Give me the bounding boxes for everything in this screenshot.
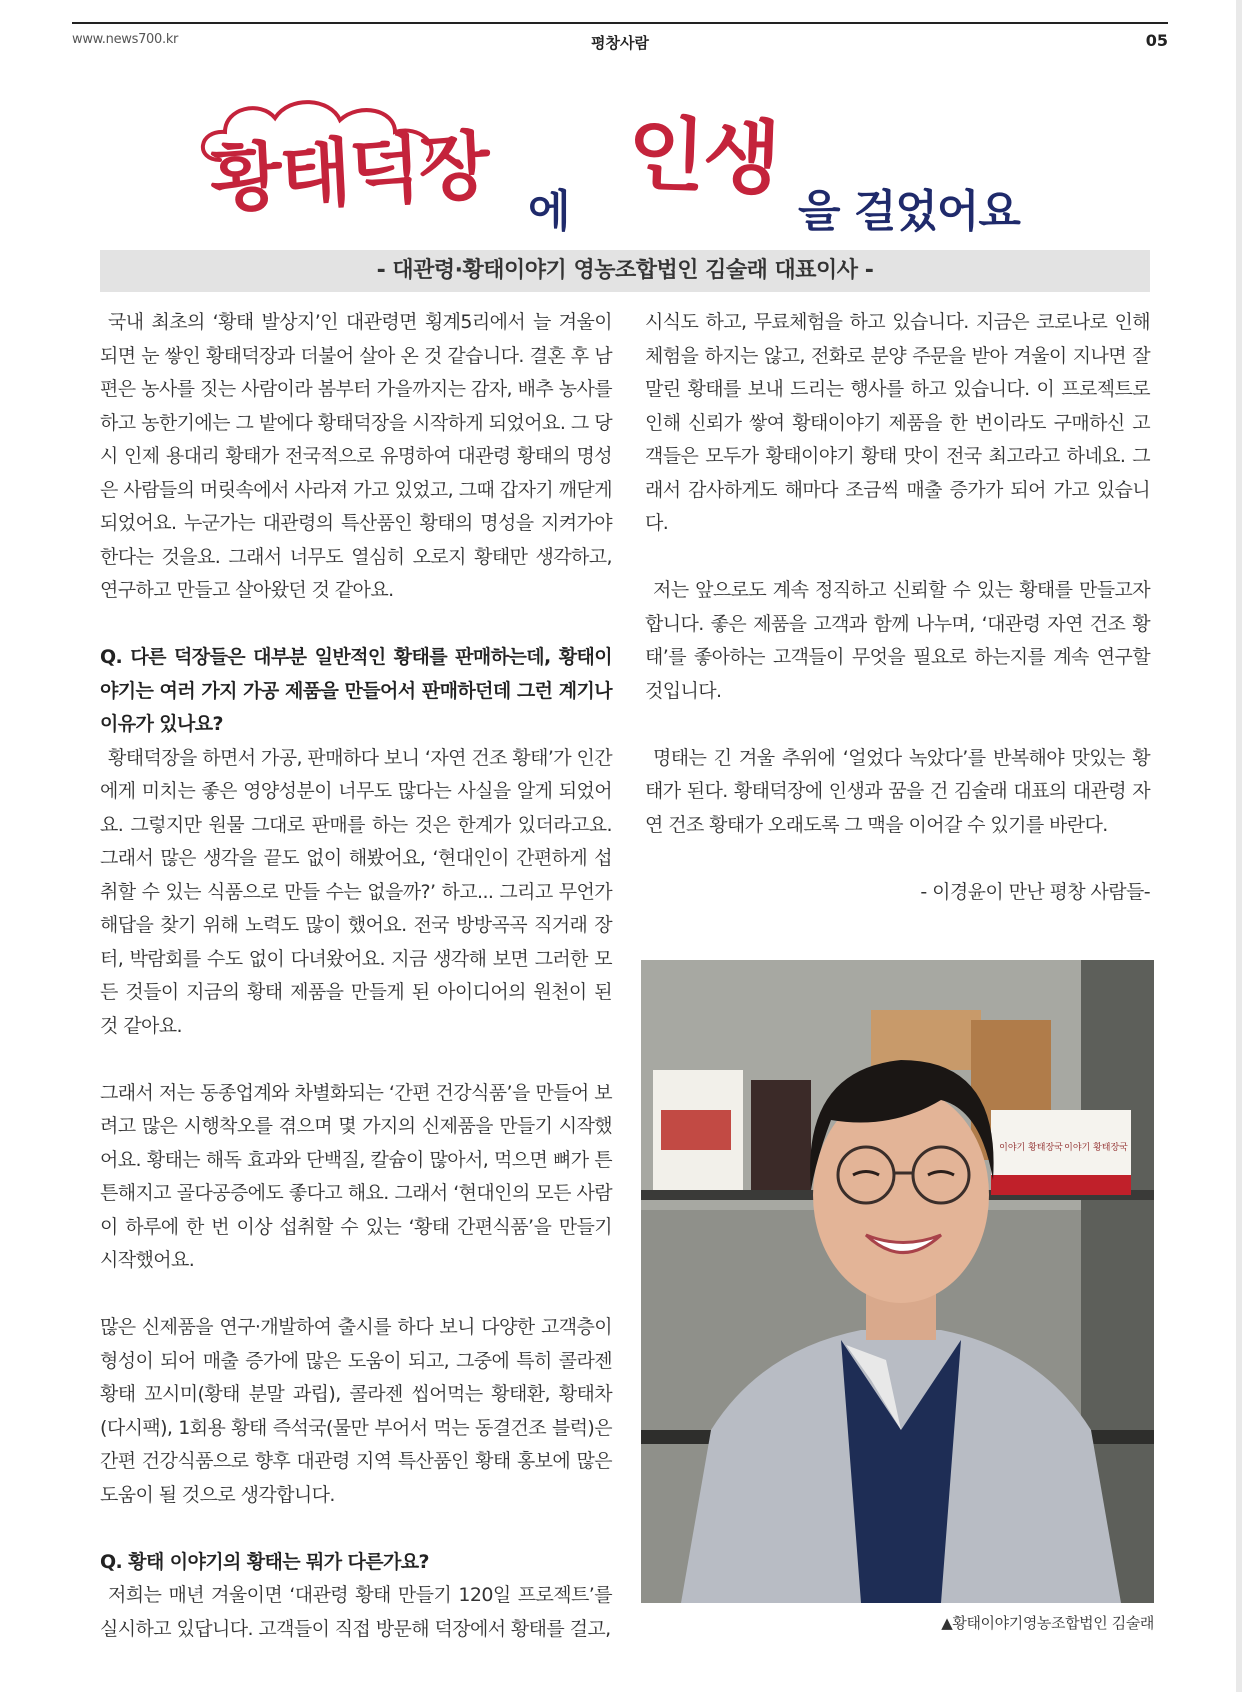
answer-2: 저희는 매년 겨울이면 ‘대관령 황태 만들기 120일 프로젝트’를 실시하고 있답니다. 고객들이 직접 방문해 덕장에서 황태를 걸고, <box>100 1584 612 1640</box>
product-label-2: 이야기 황태장국 <box>1064 1143 1128 1153</box>
headline-part-2: 에 <box>528 186 570 237</box>
page-number: 05 <box>1145 31 1168 50</box>
paragraph-2: 그래서 저는 동종업계와 차별화되는 ‘간편 건강식품’을 만들어 보려고 많은 시행착오를 겪으며 몇 가지의 신제품을 만들기 시작했어요. 황태는 해독 효과와 단백질, 칼슘이 많아서, 먹으면 뼈가 튼튼해지고 골다공증에도 좋다고 해요. 그래서 ‘현대인의 모든 사람이 하루에 한 번 이상 섭취할 수 있는 ‘황태 간편식품’을 만들기 시작했어요. <box>100 1081 612 1271</box>
photo-caption: ▲황태이야기영농조합법인 김술래 <box>941 1614 1154 1632</box>
paragraph-3: 많은 신제품을 연구·개발하여 출시를 하다 보니 다양한 고객층이 형성이 되어 매출 증가에 많은 도움이 되고, 그중에 특히 콜라젠 황태 꼬시미(황태 분말 과립), 콜라젠 씹어먹는 황태환, 황태차(다시팩), 1회용 황태 즉석국(물만 부어서 먹는 동결건조 블럭)은 간편 건강식품으로 향후 대관령 지역 특산품인 황태 홍보에 많은 도움이 될 것으로 생각합니다. <box>100 1316 612 1506</box>
answer-1: 황태덕장을 하면서 가공, 판매하다 보니 ‘자연 건조 황태’가 인간에게 미치는 좋은 영양성분이 너무도 많다는 사실을 알게 되었어요. 그렇지만 원물 그대로 판매를 하는 것은 한계가 있더라고요. 그래서 많은 생각을 끝도 없이 해봤어요, ‘현대인이 간편하게 섭취할 수 있는 식품으로 만들 수는 없을까?’ 하고... 그리고 무언가 해답을 찾기 위해 노력도 많이 했어요. 전국 방방곡곡 직거래 장터, 박람회를 수도 없이 다녀왔어요. 지금 생각해 보면 그러한 모든 것들이 지금의 황태 제품을 만들게 된 아이디어의 원천이 된 것 같아요. <box>100 746 612 1037</box>
headline-part-4: 을 걸었어요 <box>798 186 1020 237</box>
headline-part-3: 인생 <box>626 106 780 206</box>
headline <box>190 80 1070 240</box>
headline-part-1: 황태덕장 <box>208 122 491 224</box>
portrait-photo <box>641 960 1154 1603</box>
product-label-1: 이야기 황태장국 <box>999 1143 1063 1153</box>
right-paragraph-2: 저는 앞으로도 계속 정직하고 신뢰할 수 있는 황태를 만들고자 합니다. 좋은 제품을 고객과 함께 나누며, ‘대관령 자연 건조 황태’를 좋아하는 고객들이 무엇을 필요로 하는지를 계속 연구할 것입니다. <box>645 579 1150 702</box>
signature: - 이경윤이 만난 평창 사람들- <box>920 880 1150 903</box>
portrait-illustration <box>641 960 1154 1603</box>
page-header <box>72 22 1168 54</box>
right-column <box>645 306 1150 909</box>
newspaper-name: 평창사람 <box>591 34 649 52</box>
left-column <box>100 306 612 1646</box>
intro-paragraph: 국내 최초의 ‘황태 발상지’인 대관령면 횡계5리에서 늘 겨울이 되면 눈 쌓인 황태덕장과 더불어 살아 온 것 같습니다. 결혼 후 남편은 농사를 짓는 사람이라 봄부터 가을까지는 감자, 배추 농사를 하고 농한기에는 그 밭에다 황태덕장을 시작하게 되었어요. 그 당시 인제 용대리 황태가 전국적으로 유명하여 대관령 황태의 명성은 사람들의 머릿속에서 사라져 가고 있었고, 그때 갑자기 깨닫게 되었어요. 누군가는 대관령의 특산품인 황태의 명성을 지켜가야 한다는 것을요. 그래서 너무도 열심히 오로지 황태만 생각하고, 연구하고 만들고 살아왔던 것 같아요. <box>100 311 612 601</box>
right-paragraph-3: 명태는 긴 겨울 추위에 ‘얼었다 녹았다’를 반복해야 맛있는 황태가 된다. 황태덕장에 인생과 꿈을 건 김술래 대표의 대관령 자연 건조 황태가 오래도록 그 맥을 이어갈 수 있기를 바란다. <box>645 746 1150 836</box>
site-url: www.news700.kr <box>72 32 179 47</box>
right-paragraph-1: 시식도 하고, 무료체험을 하고 있습니다. 지금은 코로나로 인해 체험을 하지는 않고, 전화로 분양 주문을 받아 겨울이 지나면 잘 말린 황태를 보내 드리는 행사를 하고 있습니다. 이 프로젝트로 인해 신뢰가 쌓여 황태이야기 제품을 한 번이라도 구매하신 고객들은 모두가 황태이야기 황태 맛이 전국 최고라고 하네요. 그래서 감사하게도 해마다 조금씩 매출 증가가 되어 가고 있습니다. <box>645 311 1150 534</box>
question-1: Q. 다른 덕장들은 대부분 일반적인 황태를 판매하는데, 황태이야기는 여러 가지 가공 제품을 만들어서 판매하던데 그런 계기나 이유가 있나요? <box>100 646 612 735</box>
subtitle-bar: - 대관령·황태이야기 영농조합법인 김술래 대표이사 - <box>100 250 1150 292</box>
question-2: Q. 황태 이야기의 황태는 뭐가 다른가요? <box>100 1550 429 1573</box>
